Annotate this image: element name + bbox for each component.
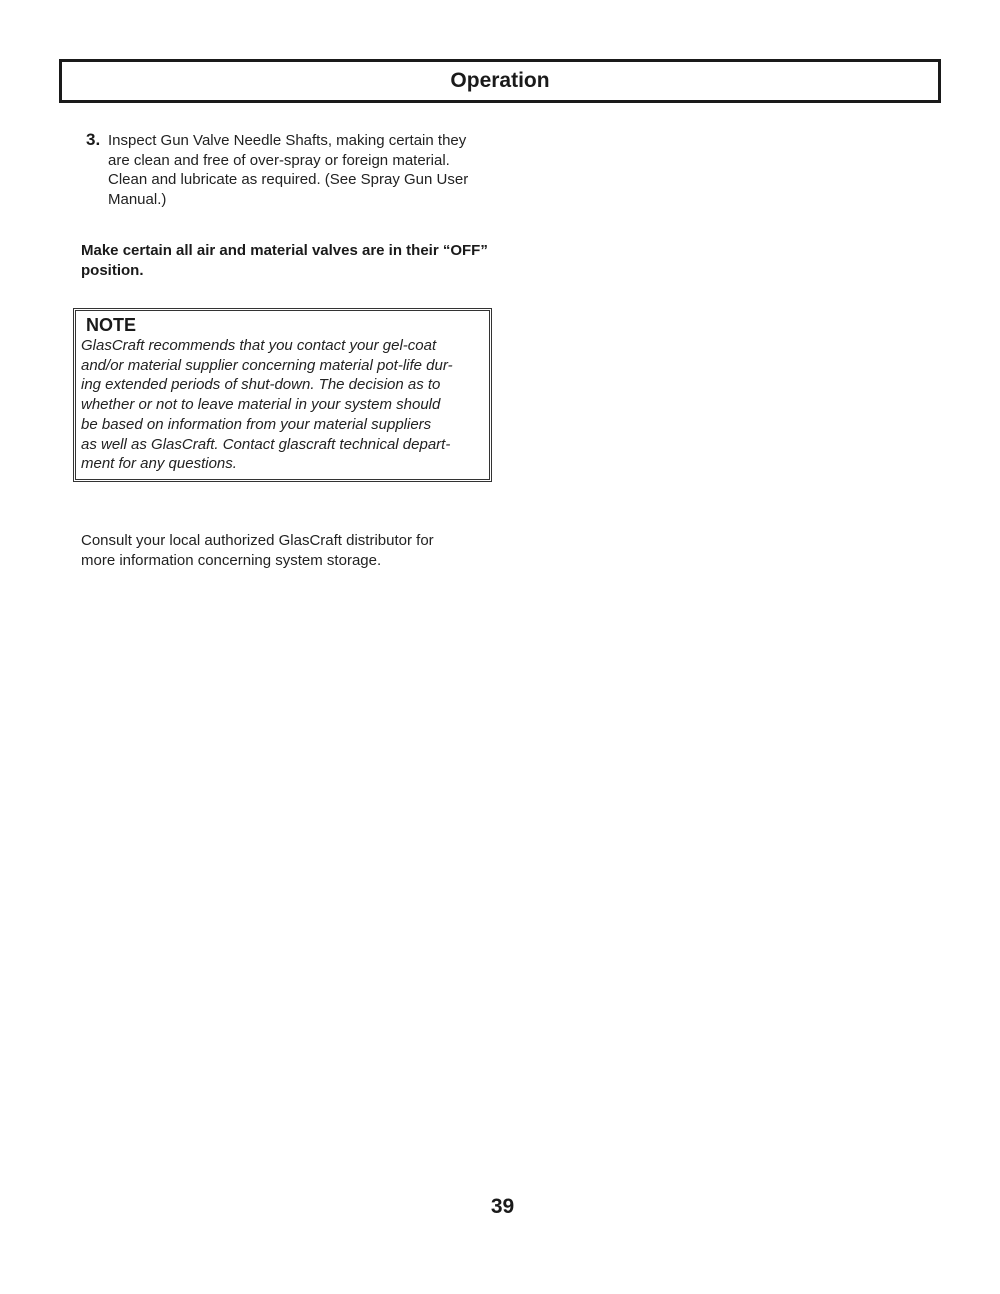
section-header [59, 59, 941, 103]
note-text: GlasCraft recommends that you contact your gel-coat and/or material supplier concerning material pot-life dur- ing extended periods of shut-down. The decision as to whether or not to leave material in your system should be based on information from your material suppliers as well as GlasCraft. Contact glascraft technical depart- ment for any questions. [81, 337, 453, 473]
page-number: 39 [490, 1195, 515, 1218]
note-box [73, 308, 492, 482]
consult-paragraph: Consult your local authorized GlasCraft distributor for more information concerning system storage. [81, 532, 434, 569]
step-text: Inspect Gun Valve Needle Shafts, making certain they are clean and free of over-spray or foreign material. Clean and lubricate as required. (See Spray Gun User Manual.) [108, 132, 469, 209]
step-number: 3. [86, 130, 101, 149]
warning-text: Make certain all air and material valves are in their “OFF” position. [81, 242, 488, 279]
section-title: Operation [450, 69, 550, 92]
note-title: NOTE [86, 315, 137, 335]
